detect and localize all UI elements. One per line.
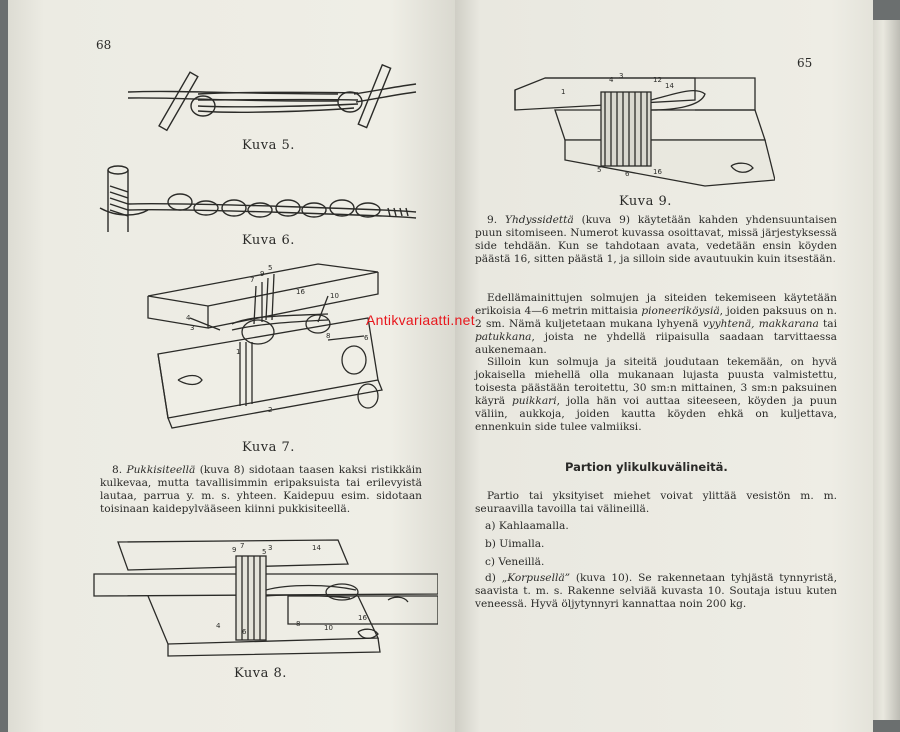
kuva9-label: 12	[653, 76, 662, 84]
figure-kuva-8	[88, 534, 438, 660]
para8-text: (kuva 8) sidotaan taasen kaksi ristikkäin kulkevaa, mutta tavallisimmin eripaksuista tai erilevyistä lautaa, parrua y. m. s. yhteen. Kaidepuu esim. sidotaan toisinaan kaidepylvääseen kiinni pukkisiteellä.	[100, 464, 422, 516]
item-d-text: (kuva 10). Se rakennetaan tyhjästä tynnyristä, saavista t. m. s. Rakenne selviää kuvasta 10. Soutaja istuu kuten veneessä. Hyvä öljytynnyri kannattaa noin 200 kg.	[475, 572, 837, 611]
ropes-text-b: , joiden paksuus on n. 2 sm. Nämä kuljetetaan mukana lyhyenä	[475, 305, 837, 331]
figure-kuva-5	[118, 64, 418, 134]
paragraph-9	[475, 214, 837, 266]
kuva9-label: 5	[597, 166, 602, 174]
page-stack-edge	[872, 20, 900, 720]
watermark: Antikvariaatti.net	[366, 312, 475, 328]
kuva7-label: 3	[190, 324, 195, 332]
intro-text: Partio tai yksityiset miehet voivat ylittää vesistön m. m. seuraavilla tavoilla tai välineillä.	[475, 490, 837, 516]
paragraph-8	[100, 464, 422, 516]
right-page	[455, 0, 873, 732]
kuva8-label: 16	[358, 614, 367, 622]
list-item: a) Kahlaamalla.	[485, 520, 569, 532]
kuva7-label: 7	[250, 276, 255, 284]
paragraph-puikkari	[475, 356, 837, 435]
kuva7-label: 9	[260, 270, 265, 278]
page-number-right: 65	[797, 56, 813, 70]
list-item: c) Veneillä.	[485, 556, 545, 568]
para9-term: Yhdyssidettä	[504, 214, 574, 226]
para8-term: Pukkisiteellä	[126, 464, 196, 476]
caption-kuva-7: Kuva 7.	[242, 440, 295, 455]
kuva7-label: 5	[268, 264, 273, 272]
kuva8-label: 5	[262, 548, 267, 556]
kuva9-label: 16	[653, 168, 662, 176]
para9-number: 9.	[487, 214, 498, 226]
kuva7-label: 10	[330, 292, 339, 300]
puikkari-text-b: , jolla hän voi auttaa siteeseen, köyden ja puun väliin, aukkoja, joiden kautta köyden ehkä on kuljettava, ennenkuin side tulee valmiiksi.	[475, 395, 838, 434]
left-page	[8, 0, 458, 732]
kuva8-label: 4	[216, 622, 221, 630]
kuva8-label: 3	[268, 544, 273, 552]
kuva9-label: 3	[619, 72, 624, 80]
para8-number: 8.	[112, 464, 123, 476]
section-heading: Partion ylikulkuvälineitä.	[565, 460, 728, 474]
kuva8-label: 8	[296, 620, 301, 628]
para9-text: (kuva 9) käytetään kahden yhdensuuntaisen puun sitomiseen. Numerot kuvassa osoittavat, missä järjestyksessä side tehdään. Kun se tahdotaan avata, vedetään ensin köyden päästä 16, sitten päästä 1, ja silloin side avautuukin kuin itsestään.	[475, 214, 837, 266]
kuva9-label: 4	[609, 76, 614, 84]
kuva7-label: 4	[186, 314, 191, 322]
ropes-term-1: pioneeriköysiä	[641, 305, 720, 318]
figure-kuva-9	[505, 70, 775, 190]
kuva8-label: 6	[242, 628, 247, 636]
figure-kuva-7	[128, 256, 398, 430]
caption-kuva-6: Kuva 6.	[242, 233, 295, 248]
list-item: b) Uimalla.	[485, 538, 545, 550]
caption-kuva-5: Kuva 5.	[242, 138, 295, 153]
puikkari-text-a: Silloin kun solmuja ja siteitä joudutaan tekemään, on hyvä jokaisella miehellä olla mukanaan lujasta puusta valmistettu, toisesta päästään teroitettu, 30 sm:n mittainen, 3 sm:n paksuinen käyrä	[475, 356, 837, 408]
figure-kuva-6	[98, 158, 418, 234]
ropes-term-3: patukkana	[475, 331, 532, 344]
puikkari-term: puikkari	[511, 395, 557, 408]
paragraph-item-d	[475, 572, 837, 611]
kuva9-label: 6	[625, 170, 630, 178]
paragraph-ropes	[475, 292, 837, 357]
kuva7-label: 6	[364, 334, 369, 342]
kuva7-label: 2	[268, 406, 273, 414]
ropes-text-d: , joista ne yhdellä riipaisulla saadaan tarvittaessa aukenemaan.	[475, 331, 837, 357]
ropes-text-c: tai	[818, 318, 837, 331]
ropes-term-2: vyyhtenä, makkarana	[702, 318, 819, 331]
caption-kuva-8: Kuva 8.	[234, 666, 287, 681]
paragraph-intro	[475, 490, 837, 516]
kuva8-label: 10	[324, 624, 333, 632]
kuva7-label: 1	[236, 348, 241, 356]
kuva9-label: 1	[561, 88, 566, 96]
page-number-left: 68	[96, 38, 112, 52]
kuva8-label: 7	[240, 542, 245, 550]
caption-kuva-9: Kuva 9.	[619, 194, 672, 209]
kuva8-label: 14	[312, 544, 321, 552]
kuva7-label: 8	[326, 332, 331, 340]
item-d-prefix: d)	[485, 572, 502, 584]
kuva8-label: 9	[232, 546, 237, 554]
ropes-text-a: Edellämainittujen solmujen ja siteiden tekemiseen käytetään erikoisia 4—6 metrin mittaisia	[475, 292, 837, 318]
kuva9-label: 14	[665, 82, 674, 90]
item-d-term: „Korpusellä”	[501, 572, 571, 584]
kuva7-label: 16	[296, 288, 305, 296]
